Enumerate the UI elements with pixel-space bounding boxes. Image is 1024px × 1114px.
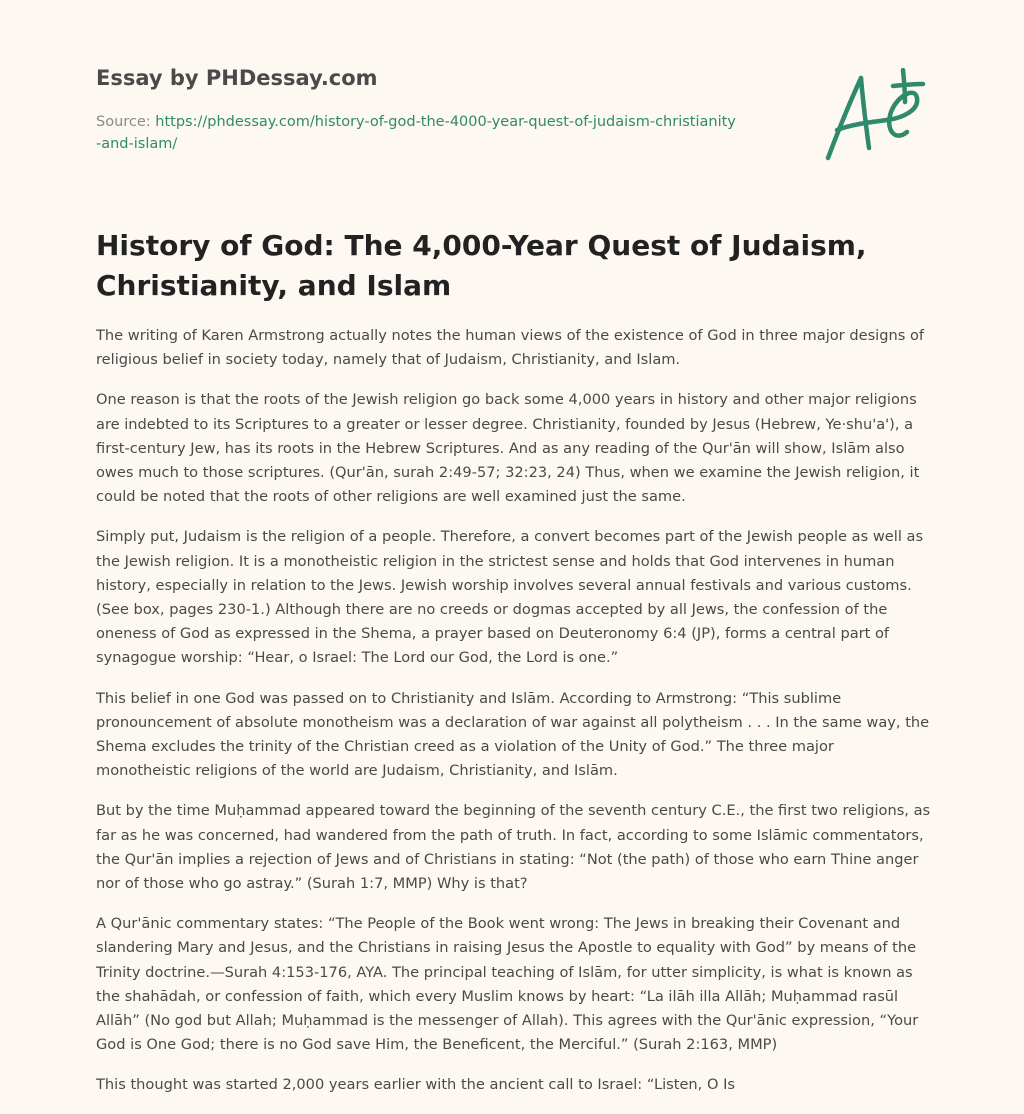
source-label: Source: [96,114,156,130]
site-title: Essay by PHDessay.com [96,66,378,90]
article-body [96,324,932,1114]
a-plus-logo-svg [823,68,927,164]
article-paragraph: This belief in one God was passed on to Christianity and Islām. According to Armstrong: “This sublime pronouncement of absolute monotheism was a declaration of war against all polytheism . . . In the same way, the Shema excludes the trinity of the Christian creed as a violation of the Unity of God.” The three major monotheistic religions of the world are Judaism, Christianity, and Islām. [96,689,930,780]
source-line [96,111,736,155]
article-paragraph: The writing of Karen Armstrong actually notes the human views of the existence of God in three major designs of religious belief in society today, namely that of Judaism, Christianity, and Islam. [96,327,925,369]
article-title: History of God: The 4,000-Year Quest of Judaism, Christianity, and Islam [96,229,867,302]
article-paragraph: Simply put, Judaism is the religion of a people. Therefore, a convert becomes part of the Jewish people as well as the Jewish religion. It is a monotheistic religion in the strictest sense and holds that God intervenes in human history, especially in relation to the Jews. Jewish worship involves several annual festivals and various customs. (See box, pages 230-1.) Although there are no creeds or dogmas accepted by all Jews, the confession of the oneness of God as expressed in the Shema, a prayer based on Deuteronomy 6:4 (JP), forms a central part of synagogue worship: “Hear, o Israel: The Lord our God, the Lord is one.” [96,528,924,667]
article-paragraph: This thought was started 2,000 years earlier with the ancient call to Israel: “Listen, O Is [96,1076,735,1094]
site-header [96,0,932,170]
source-link[interactable]: https://phdessay.com/history-of-god-the-4000-year-quest-of-judaism-christianity-and-islam/ [96,114,736,152]
page [96,0,932,1094]
article-paragraph: A Qur'ānic commentary states: “The People of the Book went wrong: The Jews in breaking their Covenant and slandering Mary and Jesus, and the Christians in raising Jesus the Apostle to equality with God” by means of the Trinity doctrine.—Surah 4:153-176, AYA. The principal teaching of Islām, for utter simplicity, is what is known as the shahādah, or confession of faith, which every Muslim knows by heart: “La ilāh illa Allāh; Muḥammad rasūl Allāh” (No god but Allah; Muḥammad is the messenger of Allah). This agrees with the Qur'ānic expression, “Your God is One God; there is no God save Him, the Beneficent, the Merciful.” (Surah 2:163, MMP) [96,915,919,1054]
a-plus-logo-icon [823,68,927,164]
article-paragraph: One reason is that the roots of the Jewish religion go back some 4,000 years in history and other major religions are indebted to its Scriptures to a greater or lesser degree. Christianity, founded by Jesus (Hebrew, Ye·shu'a'), a first-century Jew, has its roots in the Hebrew Scriptures. And as any reading of the Qur'ān will show, Islām also owes much to those scriptures. (Qur'ān, surah 2:49-57; 32:23, 24) Thus, when we examine the Jewish religion, it could be noted that the roots of other religions are well examined just the same. [96,391,920,506]
article-paragraph: But by the time Muḥammad appeared toward the beginning of the seventh century C.E., the first two religions, as far as he was concerned, had wandered from the path of truth. In fact, according to some Islāmic commentators, the Qur'ān implies a rejection of Jews and of Christians in stating: “Not (the path) of those who earn Thine anger nor of those who go astray.” (Surah 1:7, MMP) Why is that? [96,802,931,893]
